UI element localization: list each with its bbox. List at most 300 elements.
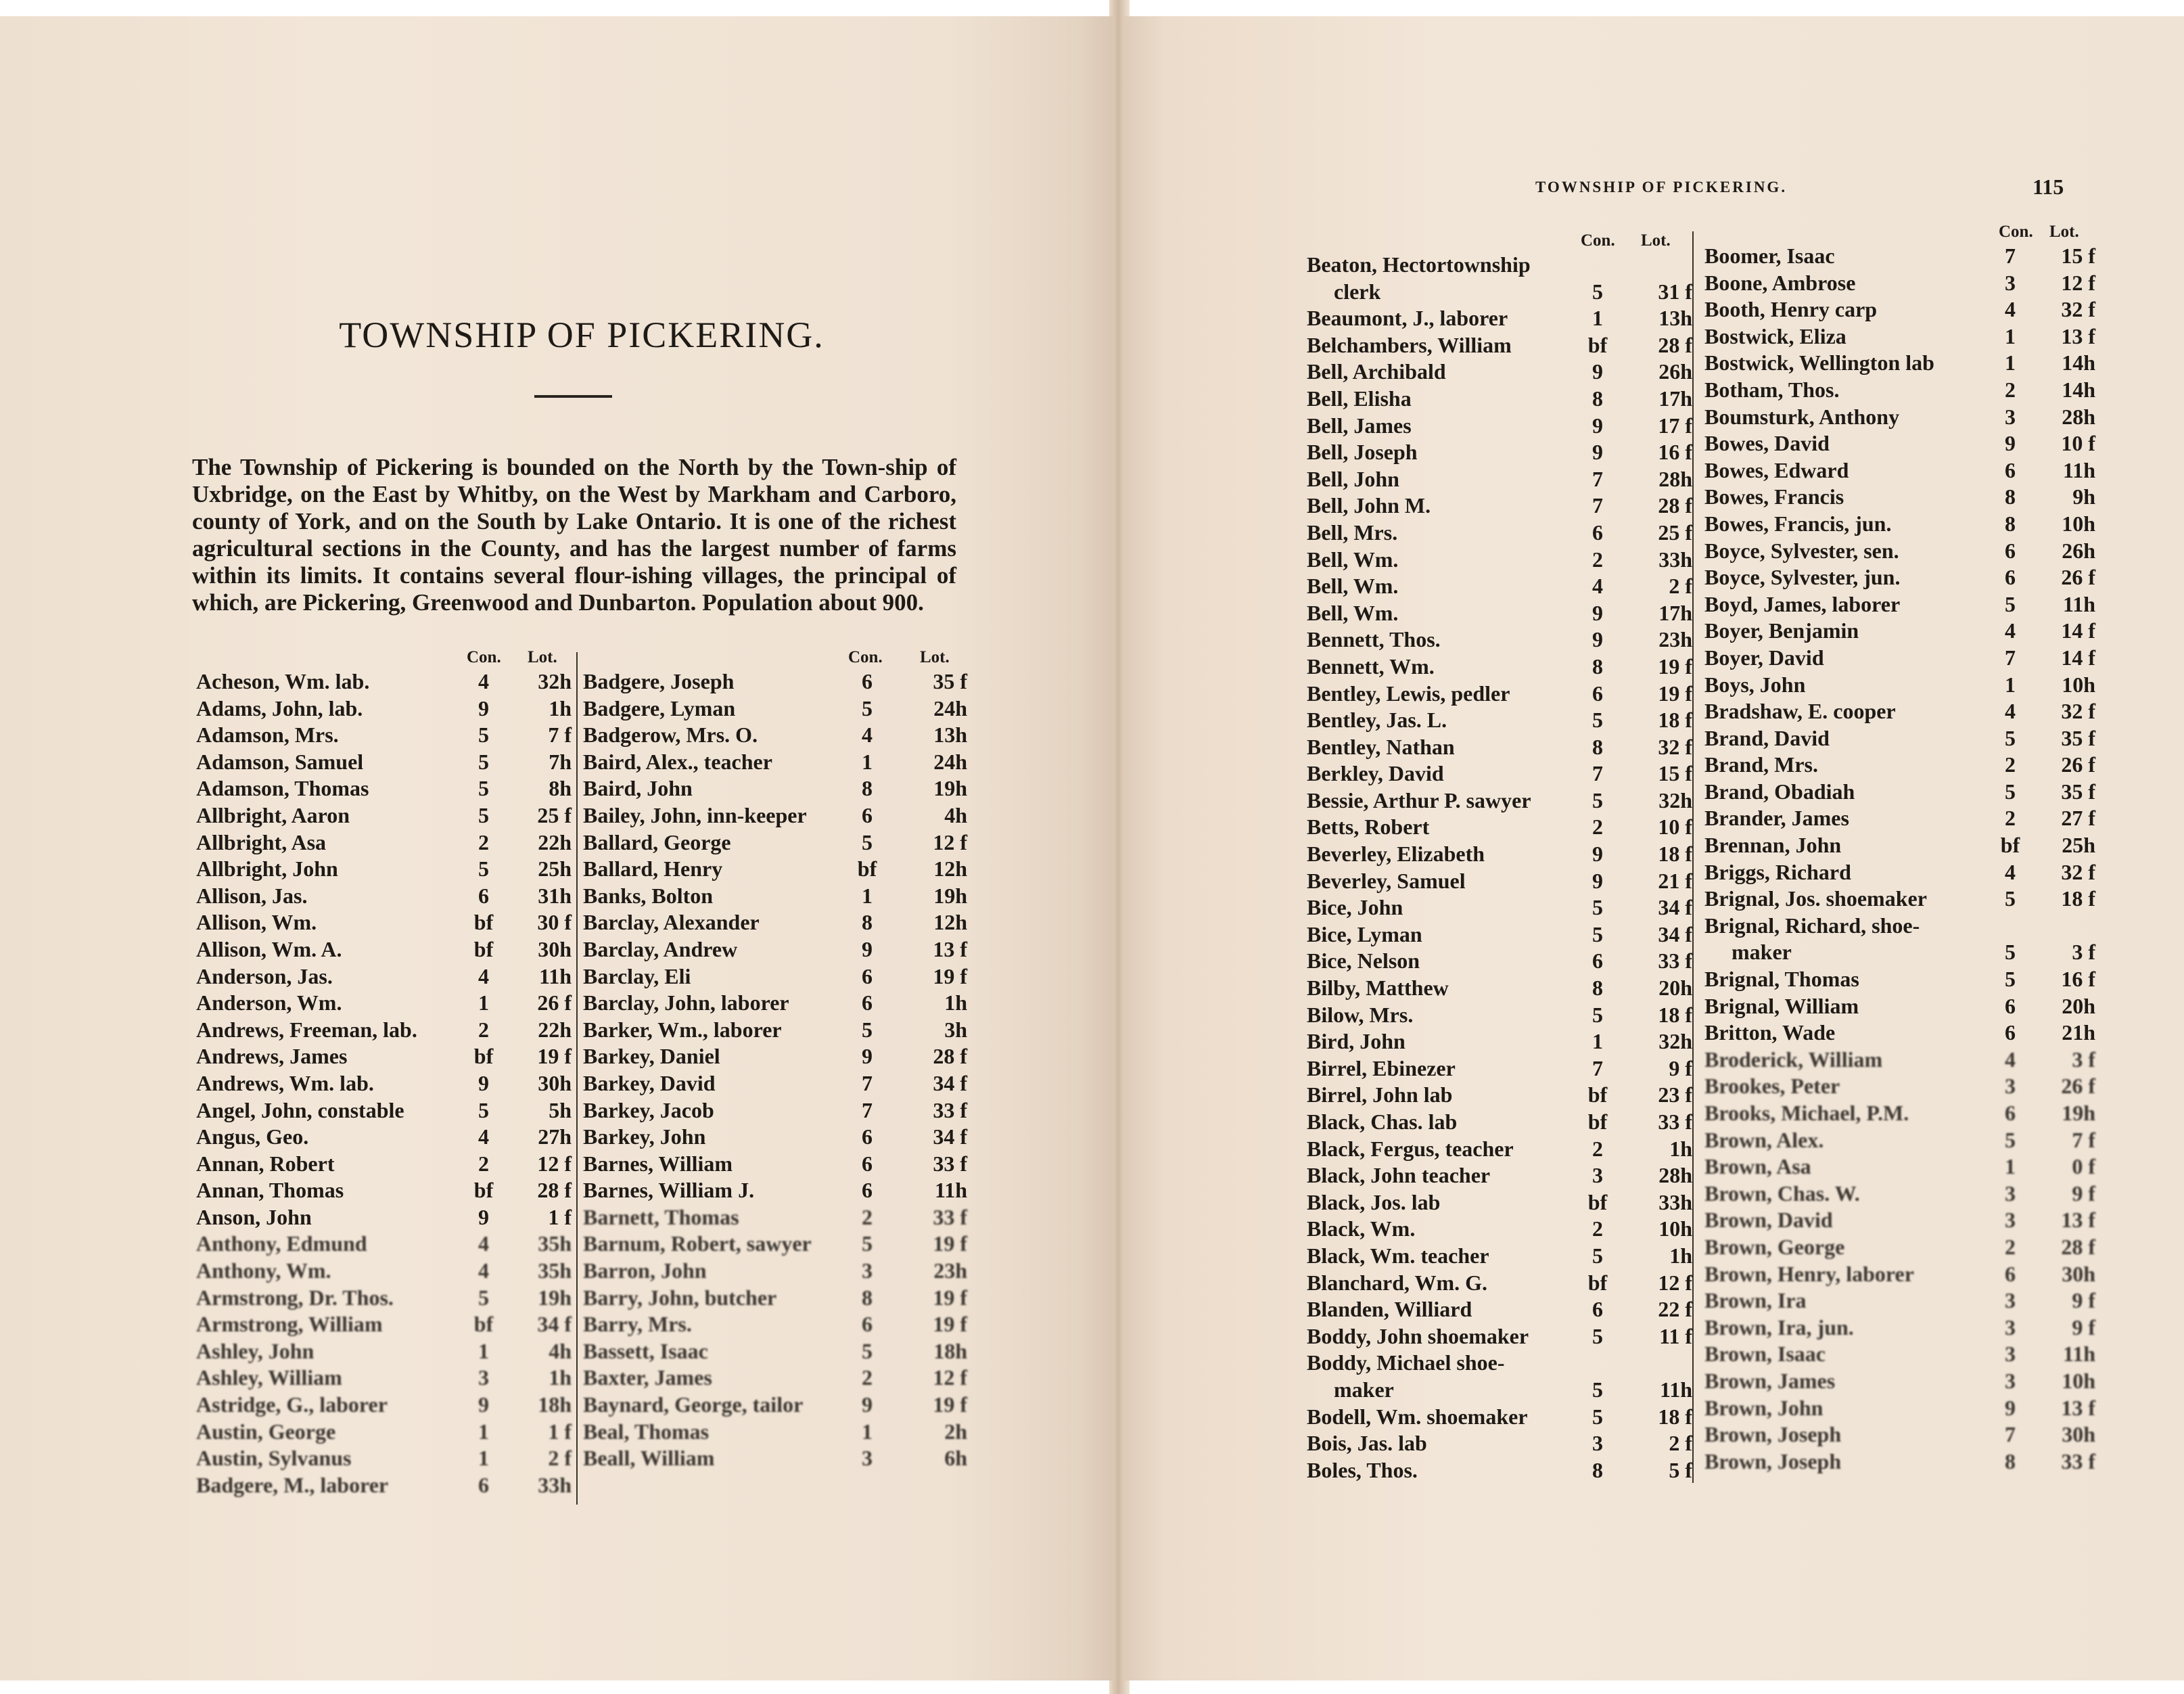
entry-name: Bodell, Wm. shoemaker xyxy=(1307,1404,1528,1429)
entry-name: Bostwick, Eliza xyxy=(1704,323,1846,348)
entry-con: 5 xyxy=(478,723,489,748)
entry-con: 4 xyxy=(478,963,489,988)
entry-con: 4 xyxy=(478,669,489,693)
entry-lot: 21 f xyxy=(1658,868,1692,893)
entry-lot: 1h xyxy=(1669,1136,1692,1161)
entry-name: Brown, Henry, laborer xyxy=(1704,1261,1914,1286)
entry-con: bf xyxy=(1587,1189,1608,1214)
entry-con: bf xyxy=(473,1312,494,1337)
entry-con: 7 xyxy=(1592,493,1603,518)
entry-lot: 0 f xyxy=(2072,1154,2095,1179)
directory-entry xyxy=(1307,439,1692,466)
entry-name: Brander, James xyxy=(1704,806,1849,831)
entry-name: Ashley, John xyxy=(196,1338,315,1363)
entry-lot: 10h xyxy=(2062,1368,2095,1393)
entry-con: 5 xyxy=(478,1285,489,1310)
entry-name: Britton, Wade xyxy=(1704,1020,1836,1045)
entry-con: 5 xyxy=(1592,279,1603,304)
con-header: Con. xyxy=(848,648,883,666)
entry-lot: 33 f xyxy=(2061,1448,2095,1473)
entry-lot: 19h xyxy=(933,883,967,908)
entry-con: 5 xyxy=(1592,1404,1603,1429)
entry-lot: 28 f xyxy=(2061,1234,2095,1259)
entry-con: 5 xyxy=(1592,895,1603,920)
directory-entry xyxy=(1704,404,2095,431)
directory-entry xyxy=(1704,698,2095,725)
directory-entry xyxy=(1307,1189,1692,1216)
directory-entry xyxy=(196,695,575,723)
entry-name: Baxter, James xyxy=(583,1365,712,1390)
directory-entry xyxy=(583,1392,967,1419)
entry-name: Brand, David xyxy=(1704,725,1830,750)
directory-entry xyxy=(1307,1028,1692,1055)
entry-lot: 26h xyxy=(1658,359,1692,384)
entry-lot: 26 f xyxy=(537,990,572,1015)
entry-lot: 11h xyxy=(1659,1377,1692,1402)
entry-name: Barkey, David xyxy=(583,1070,716,1095)
directory-entry xyxy=(196,909,575,936)
directory-entry xyxy=(1704,296,2095,323)
entry-con: 7 xyxy=(2005,1422,2016,1447)
entry-con: 5 xyxy=(1592,708,1603,733)
right-page xyxy=(1123,16,2184,1680)
directory-entry xyxy=(1704,618,2095,645)
entry-con: 3 xyxy=(2005,1208,2016,1233)
entry-lot: 10h xyxy=(2062,672,2095,697)
entry-con: bf xyxy=(857,856,877,882)
entry-name: Angel, John, constable xyxy=(196,1097,404,1122)
entry-name: Austin, Sylvanus xyxy=(196,1446,352,1471)
entry-name: Ballard, Henry xyxy=(583,856,723,882)
entry-lot: 27 f xyxy=(2061,806,2095,831)
entry-name: Angus, Geo. xyxy=(196,1124,309,1149)
entry-name: Adamson, Samuel xyxy=(196,749,364,774)
entry-lot: 35h xyxy=(538,1258,572,1283)
entry-con: 3 xyxy=(862,1258,873,1283)
entry-lot: 32h xyxy=(538,669,572,693)
entry-lot: 19h xyxy=(538,1285,572,1310)
left-page xyxy=(0,16,1113,1680)
entry-name: maker xyxy=(1334,1377,1394,1402)
entry-name: Brookes, Peter xyxy=(1704,1074,1840,1099)
entry-name: Allison, Jas. xyxy=(196,883,308,908)
running-head: TOWNSHIP OF PICKERING. xyxy=(1535,179,1788,196)
entry-con: 5 xyxy=(2005,940,2016,965)
entry-name: Black, John teacher xyxy=(1307,1163,1491,1188)
entry-lot: 17h xyxy=(1658,386,1692,411)
entry-lot: 18h xyxy=(933,1338,967,1363)
entry-name: Baynard, George, tailor xyxy=(583,1392,804,1417)
entry-lot: 9h xyxy=(2072,484,2095,509)
entry-name: Beverley, Elizabeth xyxy=(1307,842,1485,867)
entry-name: Briggs, Richard xyxy=(1704,859,1851,884)
directory-entry xyxy=(1704,1100,2095,1127)
entry-name: Beaumont, J., laborer xyxy=(1307,306,1508,331)
entry-lot: 6h xyxy=(944,1446,967,1471)
directory-entry xyxy=(196,1392,575,1419)
directory-entry xyxy=(196,1097,575,1124)
entry-lot: 28h xyxy=(2062,404,2095,429)
directory-entry xyxy=(583,829,967,856)
entry-lot: 25h xyxy=(2062,833,2095,858)
column-divider xyxy=(1692,231,1694,1483)
entry-name: Acheson, Wm. lab. xyxy=(196,669,370,693)
entry-lot: 15 f xyxy=(1658,761,1692,786)
entry-name: Allison, Wm. xyxy=(196,910,317,935)
entry-name: Bentley, Nathan xyxy=(1307,734,1455,759)
entry-lot: 31h xyxy=(538,883,572,908)
entry-lot: 26 f xyxy=(2061,565,2095,590)
directory-column-2 xyxy=(583,648,967,1472)
entry-lot: 16 f xyxy=(2061,967,2095,992)
entry-lot: 2 f xyxy=(548,1446,572,1471)
entry-con: 5 xyxy=(1592,1323,1603,1348)
entry-name: Bennett, Thos. xyxy=(1307,627,1441,652)
entry-lot: 30h xyxy=(538,1070,572,1095)
entry-name: Boyer, Benjamin xyxy=(1704,618,1859,643)
entry-name: Ballard, George xyxy=(583,829,731,854)
entry-lot: 18 f xyxy=(1658,1002,1692,1027)
directory-rows xyxy=(1704,243,2095,1475)
entry-con: 9 xyxy=(1592,413,1603,438)
entry-con: 5 xyxy=(478,749,489,774)
entry-lot: 33 f xyxy=(933,1097,967,1122)
entry-con: 2 xyxy=(478,829,489,854)
entry-con: bf xyxy=(2000,833,2020,858)
directory-entry xyxy=(196,856,575,883)
entry-con: 5 xyxy=(2005,725,2016,750)
entry-con: 6 xyxy=(2005,565,2016,590)
entry-name: Astridge, G., laborer xyxy=(196,1392,388,1417)
entry-lot: 1h xyxy=(549,695,572,720)
entry-lot: 4h xyxy=(944,802,967,827)
entry-lot: 33h xyxy=(538,1472,572,1497)
entry-con: 6 xyxy=(1592,520,1603,545)
entry-lot: 35h xyxy=(538,1231,572,1256)
directory-entry xyxy=(1704,1234,2095,1261)
entry-con: 7 xyxy=(2005,244,2016,268)
directory-entry xyxy=(1307,573,1692,600)
entry-con: 3 xyxy=(2005,270,2016,295)
entry-lot: 19h xyxy=(2062,1101,2095,1125)
entry-name: Booth, Henry carp xyxy=(1704,297,1878,322)
entry-con: 9 xyxy=(862,1392,873,1417)
entry-con: 3 xyxy=(2005,1074,2016,1099)
entry-lot: 19 f xyxy=(933,1285,967,1310)
entry-name: Barnes, William xyxy=(583,1151,733,1176)
entry-lot: 26 f xyxy=(2061,752,2095,777)
entry-name: Black, Fergus, teacher xyxy=(1307,1136,1514,1161)
directory-entry xyxy=(1307,1109,1692,1136)
entry-con: 5 xyxy=(862,829,873,854)
entry-lot: 34 f xyxy=(1658,895,1692,920)
entry-lot: 19 f xyxy=(933,963,967,988)
entry-con: 6 xyxy=(862,669,873,693)
entry-lot: 32 f xyxy=(1658,734,1692,759)
entry-name: Bentley, Jas. L. xyxy=(1307,708,1447,733)
directory-rows xyxy=(583,668,967,1472)
entry-name: Brown, Chas. W. xyxy=(1704,1181,1860,1206)
directory-entry xyxy=(1307,279,1692,306)
directory-entry xyxy=(1307,734,1692,761)
entry-con: 8 xyxy=(1592,976,1603,1001)
entry-con: 3 xyxy=(2005,1368,2016,1393)
entry-con: 9 xyxy=(1592,842,1603,867)
entry-con: 3 xyxy=(1592,1163,1603,1188)
entry-name: Berkley, David xyxy=(1307,761,1444,786)
entry-name: Barkey, John xyxy=(583,1124,706,1149)
directory-entry xyxy=(583,668,967,695)
entry-name: Bassett, Isaac xyxy=(583,1338,708,1363)
entry-lot: 3 f xyxy=(2072,940,2095,965)
entry-name: Bowes, David xyxy=(1704,431,1830,456)
entry-name: Brown, Isaac xyxy=(1704,1342,1826,1367)
entry-name: Bell, Archibald xyxy=(1307,359,1446,384)
entry-name: Boone, Ambrose xyxy=(1704,270,1856,295)
directory-entry xyxy=(196,1177,575,1204)
entry-con: 8 xyxy=(862,1285,873,1310)
directory-entry xyxy=(1704,430,2095,457)
entry-lot: 13h xyxy=(1658,306,1692,331)
entry-lot: 11h xyxy=(2062,1342,2095,1367)
directory-entry xyxy=(1704,725,2095,752)
title-block xyxy=(284,314,879,356)
entry-con: 6 xyxy=(478,1472,489,1497)
entry-con: 2 xyxy=(2005,806,2016,831)
entry-name: Bell, Joseph xyxy=(1307,440,1418,465)
entry-lot: 12 f xyxy=(933,1365,967,1390)
directory-entry xyxy=(1704,484,2095,511)
entry-con: 4 xyxy=(2005,699,2016,724)
entry-name: Boys, John xyxy=(1704,672,1806,697)
directory-entry xyxy=(196,1124,575,1151)
entry-con: bf xyxy=(1587,1109,1608,1134)
directory-entry xyxy=(583,1097,967,1124)
entry-lot: 33h xyxy=(1658,1189,1692,1214)
entry-lot: 2h xyxy=(944,1419,967,1444)
directory-entry xyxy=(1307,707,1692,734)
directory-rows xyxy=(196,668,575,1498)
directory-entry xyxy=(1307,1136,1692,1163)
directory-entry xyxy=(1704,1341,2095,1368)
entry-con: 4 xyxy=(862,723,873,748)
entry-lot: 9 f xyxy=(2072,1288,2095,1313)
entry-lot: 13 f xyxy=(2061,1208,2095,1233)
entry-lot: 7 f xyxy=(548,723,572,748)
entry-lot: 33 f xyxy=(1658,1109,1692,1134)
directory-entry xyxy=(1704,1448,2095,1475)
directory-entry xyxy=(583,990,967,1017)
directory-entry xyxy=(1307,681,1692,708)
entry-name: Baird, John xyxy=(583,776,693,801)
directory-entry xyxy=(583,1365,967,1392)
entry-name: Annan, Thomas xyxy=(196,1178,344,1203)
directory-entry xyxy=(1704,270,2095,297)
entry-con: bf xyxy=(473,910,494,935)
entry-con: 6 xyxy=(862,1312,873,1337)
entry-con: 9 xyxy=(1592,868,1603,893)
entry-name: clerk xyxy=(1334,279,1381,304)
entry-lot: 20h xyxy=(2062,993,2095,1018)
entry-lot: 3h xyxy=(944,1017,967,1042)
directory-entry xyxy=(583,1177,967,1204)
directory-entry xyxy=(1307,841,1692,868)
entry-name: Boumsturk, Anthony xyxy=(1704,404,1900,429)
directory-entry xyxy=(1307,600,1692,627)
entry-name: Brown, John xyxy=(1704,1395,1823,1420)
column-header xyxy=(1704,223,2090,243)
entry-name: Andrews, James xyxy=(196,1044,348,1069)
entry-name: Brown, Alex. xyxy=(1704,1127,1824,1152)
directory-entry xyxy=(1307,493,1692,520)
entry-lot: 18 f xyxy=(1658,1404,1692,1429)
entry-name: Brown, David xyxy=(1704,1208,1833,1233)
entry-name: Allbright, John xyxy=(196,856,338,882)
entry-con: 3 xyxy=(2005,1181,2016,1206)
entry-lot: 35 f xyxy=(2061,779,2095,804)
directory-entry xyxy=(1307,787,1692,815)
entry-lot: 5h xyxy=(549,1097,572,1122)
entry-con: 5 xyxy=(478,1097,489,1122)
entry-con: 5 xyxy=(1592,787,1603,812)
directory-entry xyxy=(583,1445,967,1472)
entry-lot: 32 f xyxy=(2061,859,2095,884)
directory-entry xyxy=(1307,386,1692,413)
entry-con: 1 xyxy=(478,1338,489,1363)
directory-entry xyxy=(1704,966,2095,993)
directory-entry xyxy=(1704,1395,2095,1422)
directory-entry xyxy=(583,1311,967,1338)
entry-con: 9 xyxy=(478,1204,489,1229)
entry-lot: 32h xyxy=(1658,1029,1692,1054)
entry-con: 7 xyxy=(2005,645,2016,670)
entry-lot: 32 f xyxy=(2061,297,2095,322)
entry-con: 4 xyxy=(2005,1047,2016,1072)
directory-entry xyxy=(1307,1082,1692,1109)
entry-lot: 32h xyxy=(1658,787,1692,812)
entry-lot: 14h xyxy=(2062,377,2095,402)
directory-entry xyxy=(196,668,575,695)
entry-con: 6 xyxy=(862,802,873,827)
entry-lot: 19 f xyxy=(537,1044,572,1069)
entry-name: Bird, John xyxy=(1307,1029,1405,1054)
entry-con: 5 xyxy=(478,776,489,801)
entry-name: Brown, Joseph xyxy=(1704,1448,1842,1473)
directory-entry xyxy=(1704,752,2095,779)
entry-name: Brown, James xyxy=(1704,1368,1836,1393)
directory-entry xyxy=(196,1043,575,1070)
entry-lot: 1h xyxy=(549,1365,572,1390)
entry-con: 9 xyxy=(1592,440,1603,465)
entry-name: Barclay, Andrew xyxy=(583,936,738,961)
directory-entry xyxy=(196,1258,575,1285)
directory-entry xyxy=(1307,626,1692,654)
directory-entry xyxy=(1307,305,1692,332)
entry-con: 1 xyxy=(2005,323,2016,348)
directory-entry xyxy=(1307,1296,1692,1323)
directory-column-1 xyxy=(196,648,575,1498)
entry-name: Beaton, Hectortownship xyxy=(1307,252,1531,277)
entry-name: Allbright, Aaron xyxy=(196,802,350,827)
entry-name: Adamson, Thomas xyxy=(196,776,369,801)
entry-lot: 10 f xyxy=(1658,815,1692,840)
entry-con: 6 xyxy=(1592,948,1603,974)
entry-name: Birrel, John lab xyxy=(1307,1082,1453,1107)
entry-con: 3 xyxy=(2005,1314,2016,1340)
entry-con: 6 xyxy=(478,883,489,908)
entry-lot: 18 f xyxy=(2061,886,2095,911)
entry-con: 9 xyxy=(478,695,489,720)
directory-entry xyxy=(583,936,967,963)
entry-name: Bell, Wm. xyxy=(1307,600,1399,625)
directory-entry xyxy=(1307,1216,1692,1243)
directory-entry xyxy=(583,963,967,990)
entry-name: Bice, Nelson xyxy=(1307,948,1420,974)
entry-name: Ashley, William xyxy=(196,1365,342,1390)
directory-entry xyxy=(583,883,967,910)
entry-lot: 19 f xyxy=(1658,681,1692,706)
entry-con: 6 xyxy=(2005,1261,2016,1286)
entry-con: 9 xyxy=(862,1044,873,1069)
entry-lot: 12 f xyxy=(1658,1270,1692,1295)
entry-lot: 28h xyxy=(1658,1163,1692,1188)
entry-lot: 1 f xyxy=(548,1419,572,1444)
directory-column-2 xyxy=(1704,223,2095,1475)
entry-name: Adamson, Mrs. xyxy=(196,723,339,748)
directory-entry xyxy=(1307,1243,1692,1270)
directory-entry xyxy=(1704,859,2095,886)
entry-con: 2 xyxy=(478,1017,489,1042)
entry-lot: 20h xyxy=(1658,976,1692,1001)
entry-con: 7 xyxy=(862,1070,873,1095)
entry-con: bf xyxy=(1587,1082,1608,1107)
directory-entry xyxy=(196,1204,575,1231)
entry-name: Brennan, John xyxy=(1704,833,1842,858)
column-header xyxy=(1307,231,1692,252)
entry-name: Bowes, Francis, jun. xyxy=(1704,511,1892,536)
entry-lot: 14 f xyxy=(2061,645,2095,670)
entry-name: Badgere, M., laborer xyxy=(196,1472,389,1497)
entry-lot: 13 f xyxy=(2061,323,2095,348)
entry-lot: 7h xyxy=(549,749,572,774)
entry-lot: 18 f xyxy=(1658,708,1692,733)
entry-con: 1 xyxy=(862,1419,873,1444)
entry-name: Birrel, Ebinezer xyxy=(1307,1055,1456,1080)
directory-rows xyxy=(1307,252,1692,1484)
directory-entry xyxy=(1307,332,1692,359)
intro-paragraph: The Township of Pickering is bounded on the North by the Town-ship of Uxbridge, on the East by Whitby, on the West by Markham and Carboro, county of York, and on the South by Lake Ontario. It is one of the richest agricultural sections in the County, and has the largest number of farms within its limits. It contains several flour-ishing villages, the principal of which, are Pickering, Greenwood and Dunbarton. Population about 900. xyxy=(192,454,956,616)
directory-entry xyxy=(1307,1457,1692,1484)
directory-entry xyxy=(196,936,575,963)
entry-name: Anderson, Jas. xyxy=(196,963,333,988)
entry-lot: 33h xyxy=(1658,547,1692,572)
entry-lot: 25 f xyxy=(537,802,572,827)
entry-name: Blanchard, Wm. G. xyxy=(1307,1270,1487,1295)
entry-name: Boddy, Michael shoe- xyxy=(1307,1350,1505,1375)
directory-entry xyxy=(583,749,967,776)
directory-entry xyxy=(1704,1207,2095,1234)
column-divider xyxy=(576,652,578,1505)
entry-lot: 33 f xyxy=(1658,948,1692,974)
entry-lot: 7 f xyxy=(2072,1127,2095,1152)
directory-entry xyxy=(196,1472,575,1499)
entry-con: 2 xyxy=(2005,1234,2016,1259)
entry-con: 5 xyxy=(862,695,873,720)
entry-name: Allison, Wm. A. xyxy=(196,936,342,961)
entry-name: Armstrong, Dr. Thos. xyxy=(196,1285,394,1310)
directory-entry xyxy=(1307,868,1692,895)
entry-name: Betts, Robert xyxy=(1307,815,1430,840)
